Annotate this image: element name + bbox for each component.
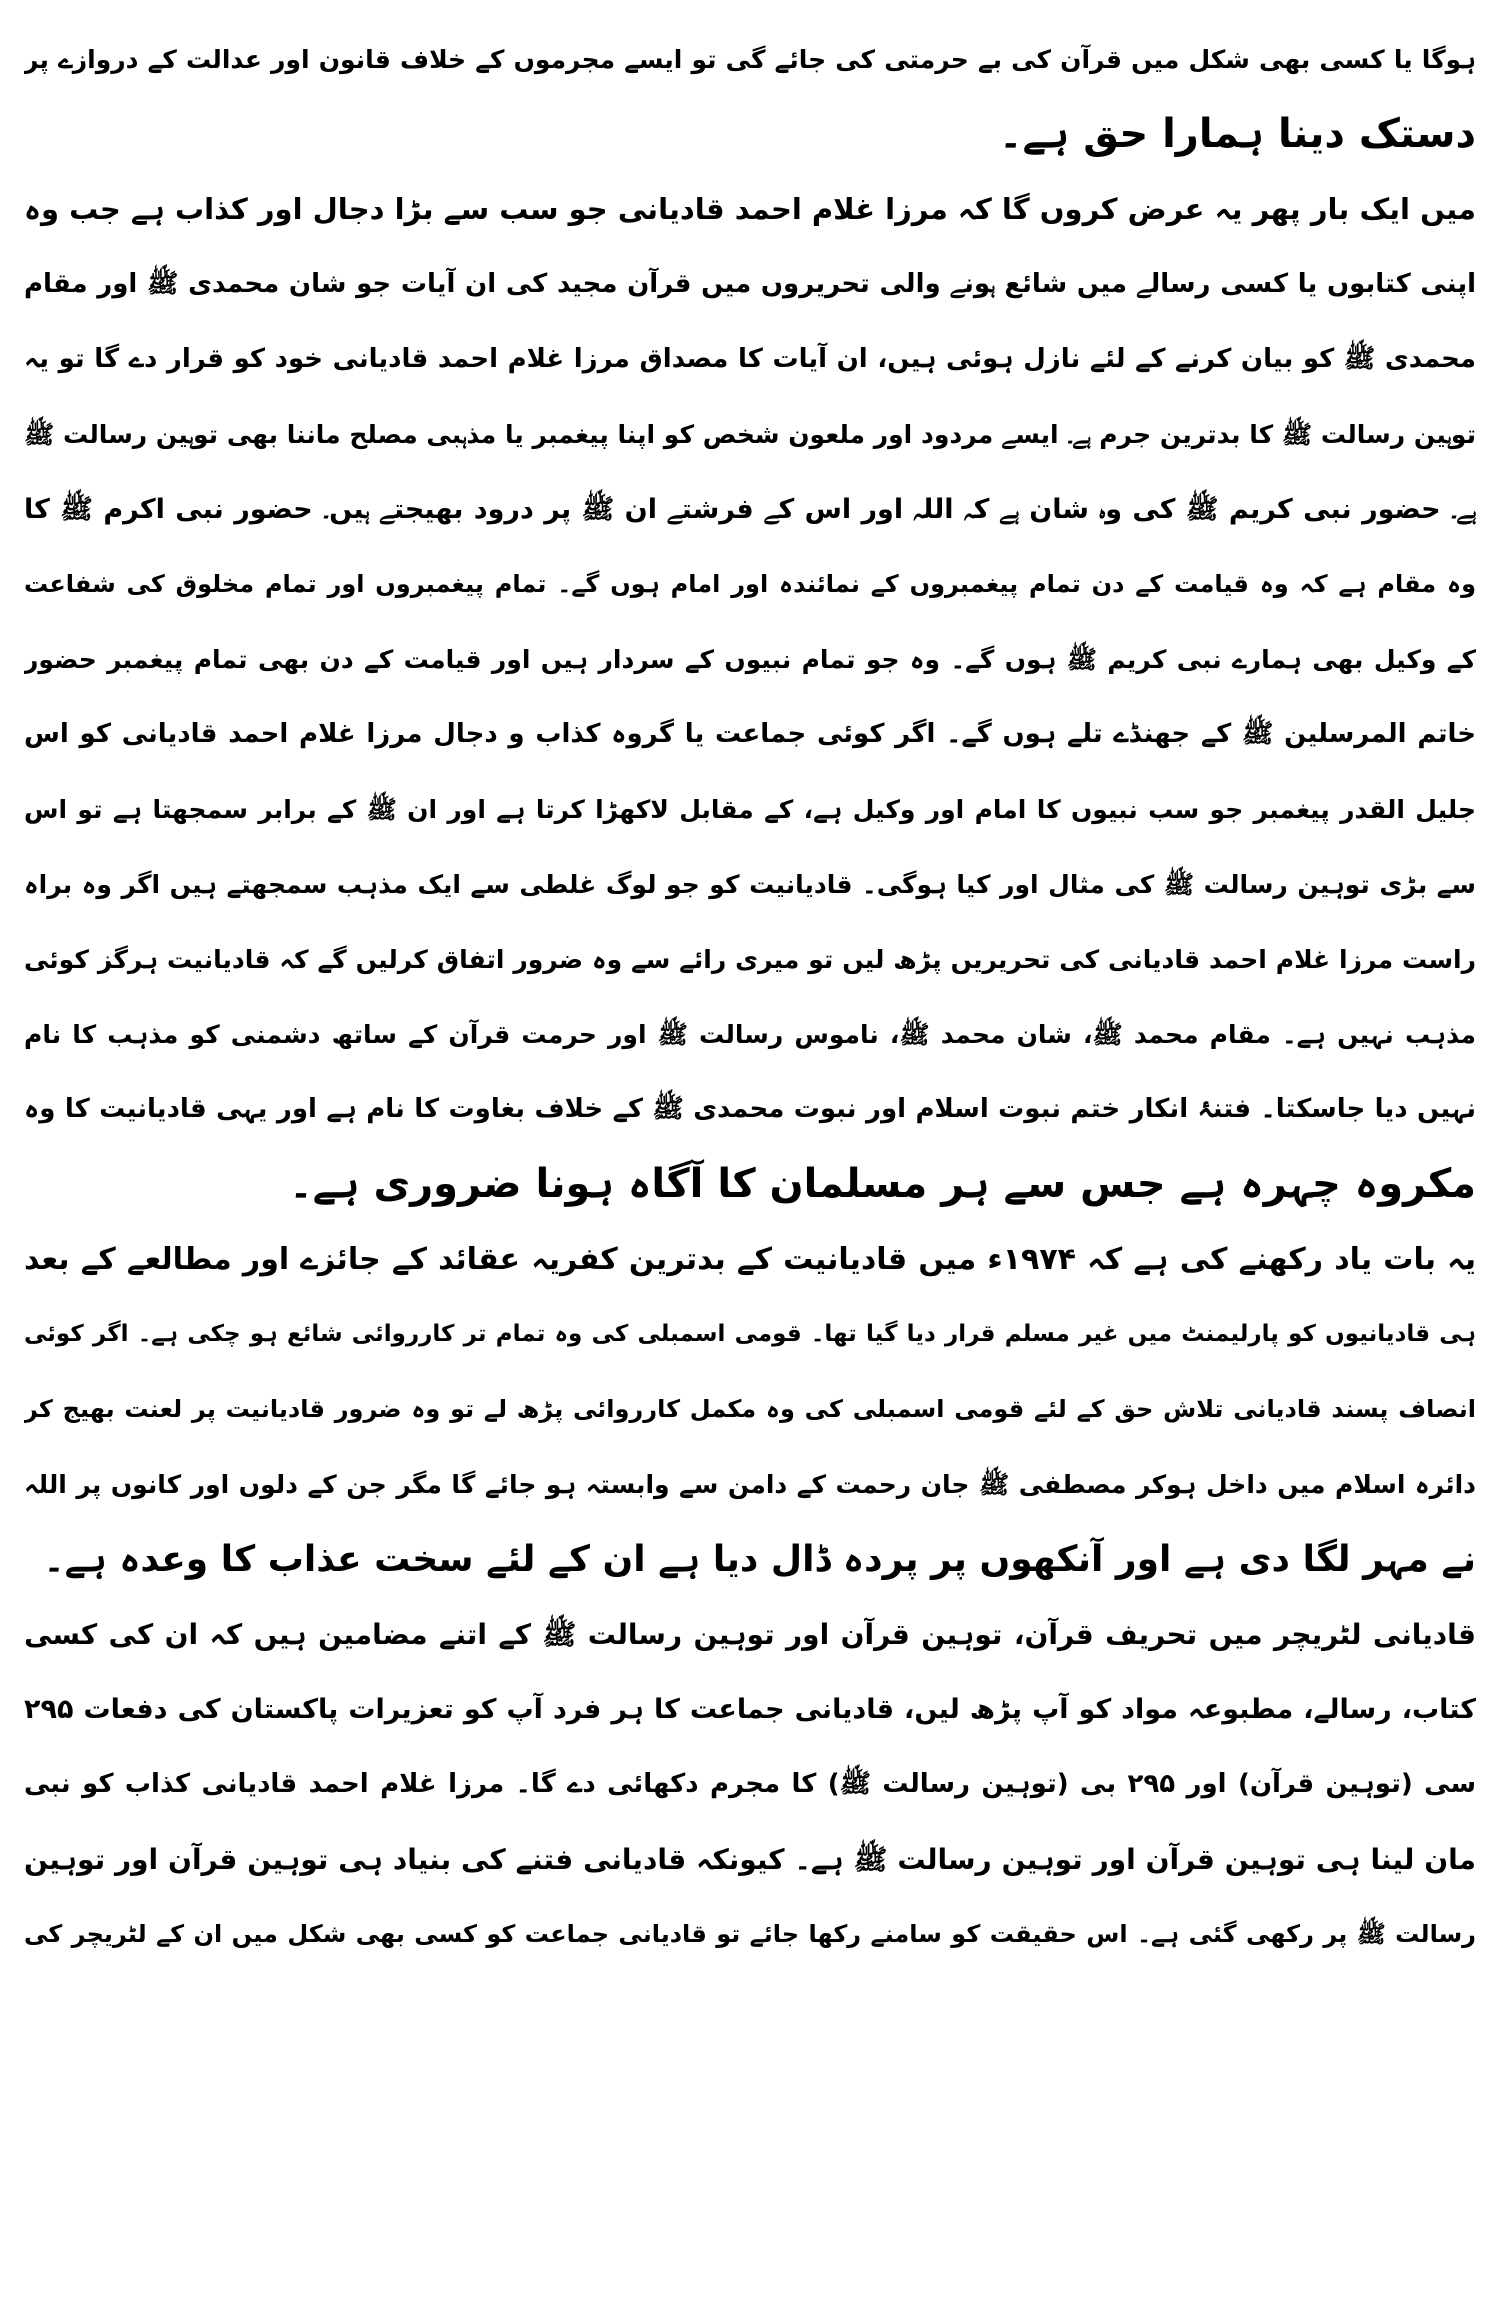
text-line: جلیل القدر پیغمبر جو سب نبیوں کا امام اور وکیل ہے، کے مقابل لاکھڑا کرتا ہے اور ان ﷺ کے برابر سمجھتا ہے تو اس <box>24 795 1476 824</box>
text-line: سی (توہین قرآن) اور ۲۹۵ بی (توہین رسالت ﷺ) کا مجرم دکھائی دے گا۔ مرزا غلام احمد قادیانی کذاب کو نبی <box>24 1769 1476 1799</box>
text-line: مذہب نہیں ہے۔ مقام محمد ﷺ، شان محمد ﷺ، ناموس رسالت ﷺ اور حرمت قرآن کے ساتھ دشمنی کو مذہب کا نام <box>24 1020 1476 1049</box>
text-line: نہیں دیا جاسکتا۔ فتنۂ انکار ختم نبوت اسلام اور نبوت محمدی ﷺ کے خلاف بغاوت کا نام ہے اور یہی قادیانیت کا وہ <box>24 1094 1476 1124</box>
text-line: ہے۔ حضور نبی کریم ﷺ کی وہ شان ہے کہ اللہ اور اس کے فرشتے ان ﷺ پر درود بھیجتے ہیں۔ حضور نبی اکرم ﷺ کا <box>24 494 1476 525</box>
text-line: راست مرزا غلام احمد قادیانی کی تحریریں پڑھ لیں تو میری رائے سے وہ ضرور اتفاق کرلیں گے کہ قادیانیت ہرگز کوئی <box>24 945 1476 974</box>
paragraph <box>24 1222 1476 1597</box>
text-line: ہی قادیانیوں کو پارلیمنٹ میں غیر مسلم قرار دیا گیا تھا۔ قومی اسمبلی کی وہ تمام تر کارروائی شائع ہو چکی ہے۔ اگر کوئی <box>24 1321 1476 1347</box>
text-line: کتاب، رسالے، مطبوعہ مواد کو آپ پڑھ لیں، قادیانی جماعت کا ہر فرد آپ کو تعزیرات پاکستان کی دفعات ۲۹۵ <box>24 1694 1476 1725</box>
text-line: رسالت ﷺ پر رکھی گئی ہے۔ اس حقیقت کو سامنے رکھا جائے تو قادیانی جماعت کو کسی بھی شکل میں ان کے لٹریچر کی <box>24 1920 1476 1948</box>
text-line: ہوگا یا کسی بھی شکل میں قرآن کی بے حرمتی کی جائے گی تو ایسے مجرموں کے خلاف قانون اور عدالت کے دروازے پر <box>24 45 1476 74</box>
text-line: محمدی ﷺ کو بیان کرنے کے لئے نازل ہوئی ہیں، ان آیات کا مصداق مرزا غلام احمد قادیانی خود کو قرار دے گا تو یہ <box>24 344 1476 374</box>
text-line: قادیانی لٹریچر میں تحریف قرآن، توہین قرآن اور توہین رسالت ﷺ کے اتنے مضامین ہیں کہ ان کی کسی <box>24 1618 1476 1651</box>
text-line: کے وکیل بھی ہمارے نبی کریم ﷺ ہوں گے۔ وہ جو تمام نبیوں کے سردار ہیں اور قیامت کے دن بھی تمام پیغمبر حضور <box>24 645 1476 674</box>
text-line: انصاف پسند قادیانی تلاش حق کے لئے قومی اسمبلی کی وہ مکمل کارروائی پڑھ لے تو وہ ضرور قادیانیت پر لعنت بھیج کر <box>24 1395 1476 1423</box>
paragraph <box>24 172 1476 1222</box>
paragraph <box>24 22 1476 172</box>
text-line: مان لینا ہی توہین قرآن اور توہین رسالت ﷺ ہے۔ کیونکہ قادیانی فتنے کی بنیاد ہی توہین قرآن اور توہین <box>24 1843 1476 1876</box>
text-line: نے مہر لگا دی ہے اور آنکھوں پر پردہ ڈال دیا ہے ان کے لئے سخت عذاب کا وعدہ ہے۔ <box>43 1539 1476 1580</box>
text-line: توہین رسالت ﷺ کا بدترین جرم ہے۔ ایسے مردود اور ملعون شخص کو اپنا پیغمبر یا مذہبی مصلح ماننا بھی توہین رسالت ﷺ <box>24 420 1476 449</box>
text-line: مکروہ چہرہ ہے جس سے ہر مسلمان کا آگاہ ہونا ضروری ہے۔ <box>289 1161 1476 1207</box>
text-line: اپنی کتابوں یا کسی رسالے میں شائع ہونے والی تحریروں میں قرآن مجید کی ان آیات جو شان محمدی ﷺ اور مقام <box>24 269 1476 299</box>
text-line: یہ بات یاد رکھنے کی ہے کہ ۱۹۷۴ء میں قادیانیت کے بدترین کفریہ عقائد کے جائزے اور مطالعے کے بعد <box>24 1242 1476 1277</box>
text-line: میں ایک بار پھر یہ عرض کروں گا کہ مرزا غلام احمد قادیانی جو سب سے بڑا دجال اور کذاب ہے جب وہ <box>24 192 1476 226</box>
text-line: وہ مقام ہے کہ وہ قیامت کے دن تمام پیغمبروں کے نمائندہ اور امام ہوں گے۔ تمام پیغمبروں اور تمام مخلوق کی شفاعت <box>24 570 1476 598</box>
article-body <box>24 22 1476 1972</box>
text-line: خاتم المرسلین ﷺ کے جھنڈے تلے ہوں گے۔ اگر کوئی جماعت یا گروہ کذاب و دجال مرزا غلام احمد قادیانی کو اس <box>24 719 1476 749</box>
text-line: دستک دینا ہمارا حق ہے۔ <box>999 111 1476 157</box>
paragraph <box>24 1597 1476 1972</box>
text-line: سے بڑی توہین رسالت ﷺ کی مثال اور کیا ہوگی۔ قادیانیت کو جو لوگ غلطی سے ایک مذہب سمجھتے ہیں اگر وہ براہ <box>24 870 1476 899</box>
text-line: دائرہ اسلام میں داخل ہوکر مصطفی ﷺ جان رحمت کے دامن سے وابستہ ہو جائے گا مگر جن کے دلوں اور کانوں پر اللہ <box>24 1470 1476 1499</box>
